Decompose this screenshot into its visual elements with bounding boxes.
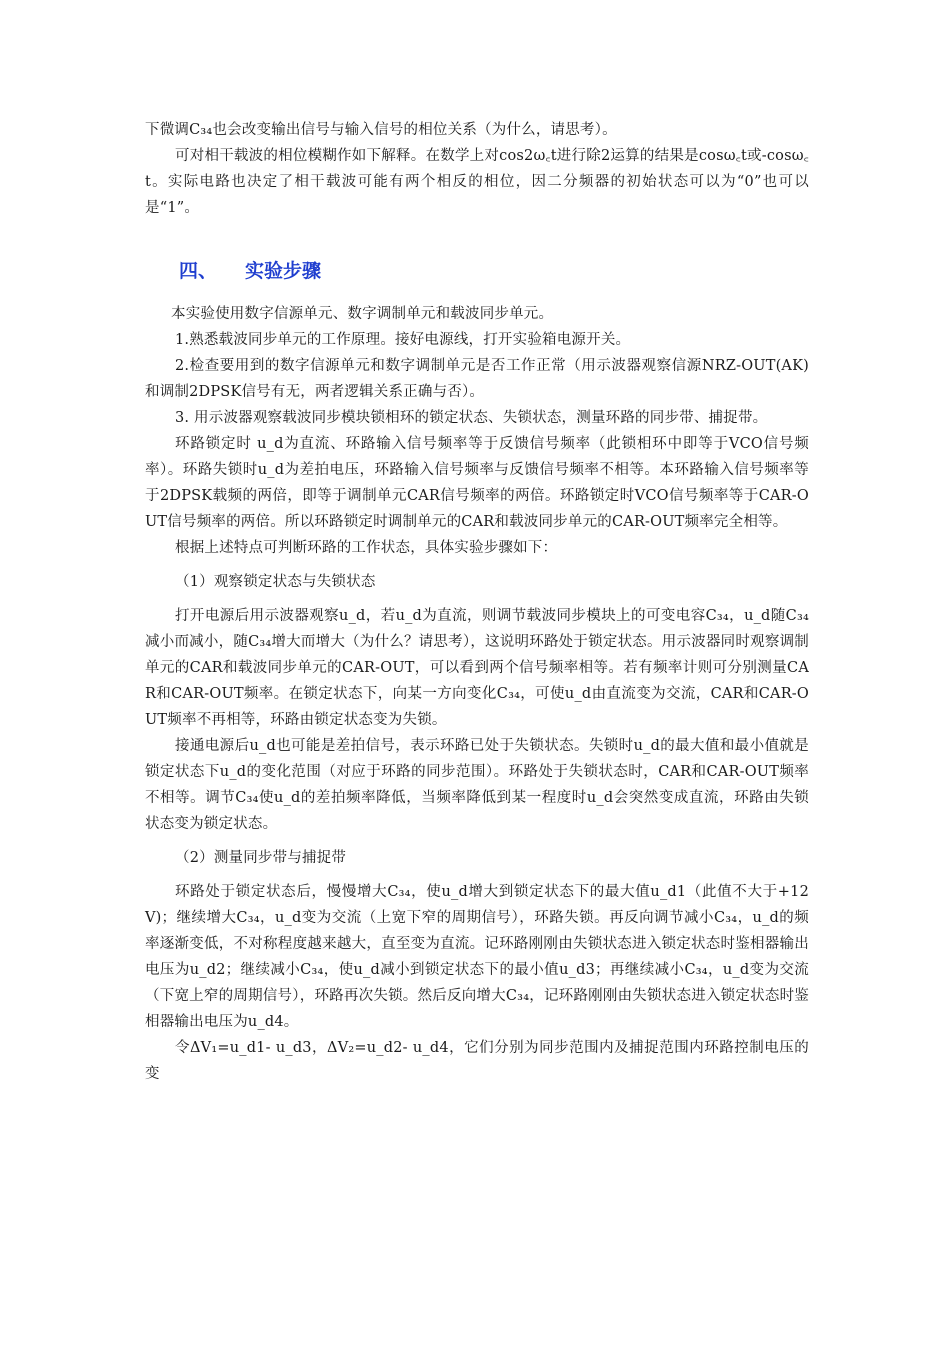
paragraph-step-2: 2.检查要用到的数字信源单元和数字调制单元是否工作正常（用示波器观察信源NRZ-OUT(AK)和调制2DPSK信号有无，两者逻辑关系正确与否）。 xyxy=(145,358,809,400)
paragraph-step-3: 3. 用示波器观察载波同步模块锁相环的锁定状态、失锁状态，测量环路的同步带、捕捉带。 xyxy=(175,410,768,426)
paragraph-observe-lock: 打开电源后用示波器观察u_d，若u_d为直流，则调节载波同步模块上的可变电容C₃₄，u_d随C₃₄减小而减小，随C₃₄增大而增大（为什么？请思考），这说明环路处于锁定状态。用示波器同时观察调制单元的CAR和载波同步单元的CAR-OUT，可以看到两个信号频率相等。若有频率计则可分别测量CAR和CAR-OUT频率。在锁定状态下，向某一方向变化C₃₄，可使u_d由直流变为交流，CAR和CAR-OUT频率不再相等，环路由锁定状态变为失锁。 xyxy=(145,608,809,728)
paragraph-judge-state: 根据上述特点可判断环路的工作状态，具体实验步骤如下： xyxy=(175,540,558,556)
section-title: 实验步骤 xyxy=(245,260,322,282)
paragraph-observe-unlock: 接通电源后u_d也可能是差拍信号，表示环路已处于失锁状态。失锁时u_d的最大值和最小值就是锁定状态下u_d的变化范围（对应于环路的同步范围）。环路处于失锁状态时，CAR和CAR-OUT频率不相等。调节C₃₄使u_d的差拍频率降低，当频率降低到某一程度时u_d会突然变成直流，环路由失锁状态变为锁定状态。 xyxy=(145,738,809,832)
paragraph-units-used: 本实验使用数字信源单元、数字调制单元和载波同步单元。 xyxy=(171,306,554,322)
subsection-title-measure: （2）测量同步带与捕捉带 xyxy=(175,850,347,866)
paragraph-lock-description: 环路锁定时 u_d为直流、环路输入信号频率等于反馈信号频率（此锁相环中即等于VCO信号频率）。环路失锁时u_d为差拍电压，环路输入信号频率与反馈信号频率不相等。本环路输入信号频率等于2DPSK载频的两倍，即等于调制单元CAR信号频率的两倍。环路锁定时VCO信号频率等于CAR-OUT信号频率的两倍。所以环路锁定时调制单元的CAR和载波同步单元的CAR-OUT频率完全相等。 xyxy=(145,436,809,530)
subsection-title-lock: （1）观察锁定状态与失锁状态 xyxy=(175,574,376,590)
section-number: 四、 xyxy=(179,260,218,282)
section-heading xyxy=(179,257,809,285)
page-content xyxy=(145,117,809,1087)
paragraph-phase-ambiguity: 可对相干载波的相位模糊作如下解释。在数学上对cos2ω꜀t进行除2运算的结果是cosω꜀t或-cosω꜀t。实际电路也决定了相干载波可能有两个相反的相位，因二分频器的初始状态可以为“0”也可以是“1”。 xyxy=(145,148,809,216)
paragraph-delta-voltage: 令ΔV₁=u_d1- u_d3，ΔV₂=u_d2- u_d4，它们分别为同步范围内及捕捉范围内环路控制电压的变 xyxy=(145,1040,809,1082)
paragraph-measure-procedure: 环路处于锁定状态后，慢慢增大C₃₄，使u_d增大到锁定状态下的最大值u_d1（此值不大于+12V)；继续增大C₃₄，u_d变为交流（上宽下窄的周期信号），环路失锁。再反向调节减小C₃₄，u_d的频率逐渐变低，不对称程度越来越大，直至变为直流。记环路刚刚由失锁状态进入锁定状态时鉴相器输出电压为u_d2；继续减小C₃₄，使u_d减小到锁定状态下的最小值u_d3；再继续减小C₃₄，u_d变为交流（下宽上窄的周期信号），环路再次失锁。然后反向增大C₃₄，记环路刚刚由失锁状态进入锁定状态时鉴相器输出电压为u_d4。 xyxy=(145,884,809,1030)
paragraph-c34-phase: 下微调C₃₄也会改变输出信号与输入信号的相位关系（为什么，请思考）。 xyxy=(145,122,617,138)
paragraph-step-1: 1.熟悉载波同步单元的工作原理。接好电源线，打开实验箱电源开关。 xyxy=(175,332,631,348)
